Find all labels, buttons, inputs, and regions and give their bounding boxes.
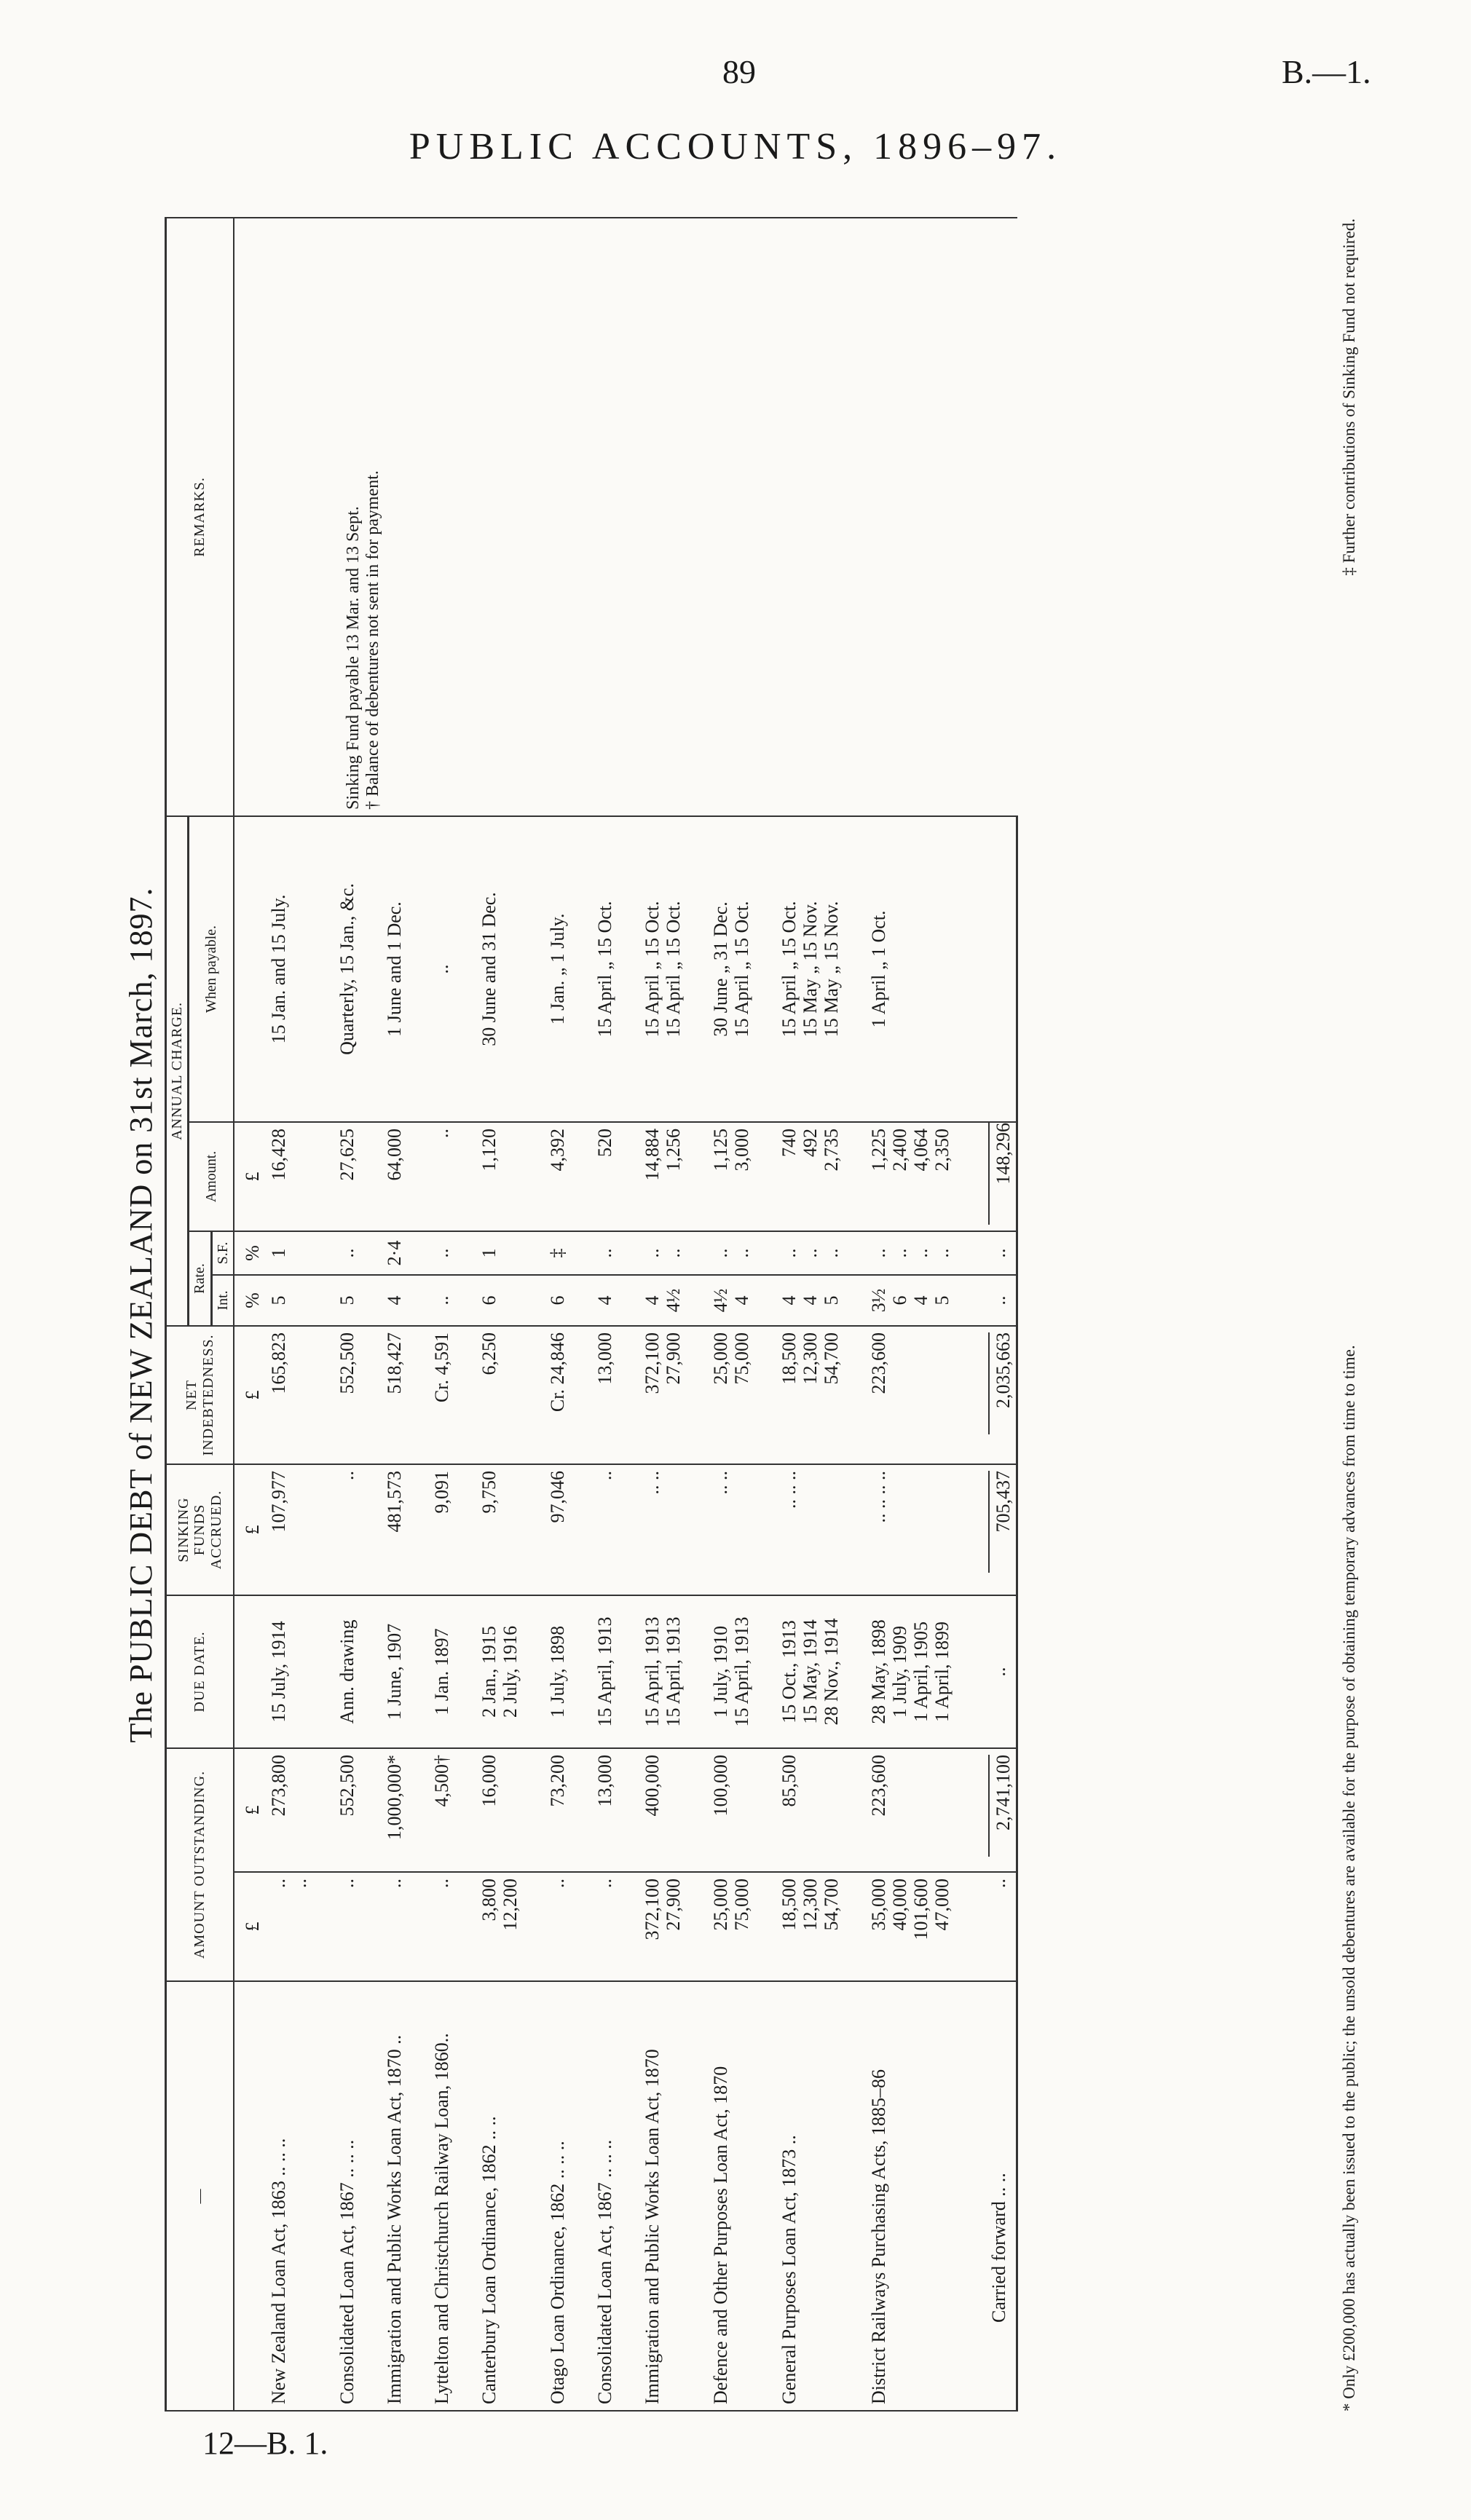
unit-sf: % (234, 1231, 266, 1275)
rate-sf (382, 1231, 429, 1275)
row-name: Defence and Other Purposes Loan Act, 1870 (708, 1981, 776, 2411)
due-dates (382, 1595, 429, 1748)
rate-sf (866, 1231, 977, 1275)
rate-sf-line: ‡ (547, 1248, 569, 1258)
sub-amounts-line: 25,000 (710, 1879, 732, 1931)
sub-amounts (334, 1872, 382, 1981)
amount-outstanding: 73,200 (545, 1748, 592, 1872)
due-dates (592, 1595, 639, 1748)
annual-amount-line: 27,625 (336, 1128, 358, 1181)
rate-sf-line: .. (710, 1248, 732, 1258)
annual-amount-line: 4,064 (910, 1128, 932, 1172)
net-indebtedness-line: 54,700 (821, 1332, 843, 1385)
when-payable (776, 816, 866, 1122)
rate-int (382, 1275, 429, 1326)
rate-sf-line: .. (431, 1248, 453, 1258)
cf-sinking-value: 705,437 (988, 1471, 1014, 1573)
col-header-remarks: REMARKS. (166, 218, 234, 816)
cf-amount-value: 148,296 (988, 1123, 1014, 1225)
row-name: Immigration and Public Works Loan Act, 1870 (639, 1981, 708, 2411)
sub-amounts-line: .. (268, 1879, 290, 1888)
row-name: Consolidated Loan Act, 1867 .. .. .. (592, 1981, 639, 2411)
sub-amounts-line: .. (289, 1879, 311, 1888)
rate-int (429, 1275, 476, 1326)
row-name: Canterbury Loan Ordinance, 1862 .. .. (476, 1981, 545, 2411)
unit-sinking: £ (234, 1464, 266, 1595)
rate-sf (545, 1231, 592, 1275)
net-indebtedness (776, 1326, 866, 1464)
sinking-funds: .. .. (639, 1464, 708, 1595)
table-body (234, 218, 1017, 2411)
units-row (234, 218, 266, 2411)
annual-amount (382, 1122, 429, 1231)
col-header-when-payable: When payable. (189, 816, 234, 1122)
sinking-funds: .. .. .. .. (866, 1464, 977, 1595)
remark-sinking-fund: Sinking Fund payable 13 Mar. and 13 Sept. (344, 506, 363, 810)
due-dates (708, 1595, 776, 1748)
rate-sf-line: .. (800, 1248, 821, 1258)
net-indebtedness: 552,500 (334, 1326, 382, 1464)
sub-amounts (382, 1872, 429, 1981)
when-payable (382, 816, 429, 1122)
footnotes (1340, 218, 1359, 2412)
net-indebtedness-line: 25,000 (710, 1332, 732, 1385)
when-payable-line: 15 May „ 15 Nov. (800, 901, 821, 1038)
rate-int-line: .. (431, 1295, 453, 1306)
row-name: General Purposes Loan Act, 1873 .. (776, 1981, 866, 2411)
rate-sf-line: 1 (268, 1248, 290, 1258)
amount-outstanding: 552,500 (334, 1748, 382, 1872)
annual-amount-line: 16,428 (268, 1128, 290, 1181)
net-indebtedness: 518,427 (382, 1326, 429, 1464)
due-dates-line: 15 April, 1913 (663, 1616, 685, 1727)
amount-outstanding: 223,600 (866, 1748, 977, 1872)
unit-amount: £ (234, 1122, 266, 1231)
cf-total (977, 1748, 1017, 1872)
rate-sf-line: .. (642, 1248, 663, 1258)
when-payable (545, 816, 592, 1122)
when-payable (334, 816, 382, 1122)
rate-sf-line: .. (931, 1248, 953, 1258)
sub-amounts-line: 40,000 (889, 1879, 911, 1931)
sinking-funds: 9,750 (476, 1464, 545, 1595)
remark-balance: † Balance of debentures not sent in for payment. (363, 470, 382, 810)
net-indebtedness-line: 75,000 (731, 1332, 753, 1385)
due-dates (334, 1595, 382, 1748)
annual-amount-line: 2,400 (889, 1128, 911, 1172)
when-payable-line: Quarterly, 15 Jan., &c. (336, 883, 358, 1055)
when-payable (639, 816, 708, 1122)
cf-sf: .. (977, 1231, 1017, 1275)
rate-int-line: 5 (268, 1295, 290, 1306)
rate-sf (639, 1231, 708, 1275)
col-header-name: — (166, 1981, 234, 2411)
rate-int (476, 1275, 545, 1326)
annual-amount-line: 2,350 (931, 1128, 953, 1172)
due-dates-line: 1 April, 1899 (931, 1622, 953, 1722)
amount-outstanding: 85,500 (776, 1748, 866, 1872)
sub-amounts-line: 35,000 (868, 1879, 890, 1931)
rate-int-line: 4 (731, 1295, 753, 1306)
sub-amounts-line: 3,800 (478, 1879, 500, 1921)
unit-total: £ (234, 1748, 266, 1872)
rate-sf-line: .. (594, 1248, 616, 1258)
sinking-funds: .. (334, 1464, 382, 1595)
amount-outstanding: 273,800 (266, 1748, 334, 1872)
sub-amounts-line: 47,000 (931, 1879, 953, 1931)
sub-amounts-line: 101,600 (910, 1879, 932, 1940)
rate-sf-line: .. (336, 1248, 358, 1258)
rate-sf (476, 1231, 545, 1275)
when-payable-line: 30 June „ 31 Dec. (710, 901, 732, 1037)
table-title: The PUBLIC DEBT of NEW ZEALAND on 31st March, 1897. (123, 887, 159, 1743)
rate-int-line: 4½ (663, 1288, 685, 1313)
cf-total-value: 2,741,100 (988, 1755, 1014, 1857)
annual-amount-line: 740 (778, 1128, 800, 1157)
when-payable-line: 1 April „ 1 Oct. (868, 910, 890, 1028)
rate-int (592, 1275, 639, 1326)
net-indebtedness-line: 12,300 (800, 1332, 821, 1385)
cf-int: .. (977, 1275, 1017, 1326)
net-indebtedness-line: 18,500 (778, 1332, 800, 1385)
sub-amounts-line: 18,500 (778, 1879, 800, 1931)
due-dates-line: 28 May, 1898 (868, 1619, 890, 1724)
annual-amount (639, 1122, 708, 1231)
unit-sub: £ (234, 1872, 266, 1981)
due-dates (429, 1595, 476, 1748)
rate-sf (776, 1231, 866, 1275)
running-title: PUBLIC ACCOUNTS, 1896–97. (409, 126, 1062, 167)
amount-outstanding: 13,000 (592, 1748, 639, 1872)
sub-amounts-line: 12,200 (500, 1879, 521, 1931)
due-dates-line: 1 April, 1905 (910, 1622, 932, 1722)
annual-amount-line: 2,735 (821, 1128, 843, 1172)
rate-int-line: 4 (778, 1295, 800, 1306)
public-debt-table (165, 217, 1018, 2412)
rate-int-line: 4 (800, 1295, 821, 1306)
sub-amounts (639, 1872, 708, 1981)
due-dates-line: 1 June, 1907 (384, 1623, 406, 1721)
when-payable (708, 816, 776, 1122)
due-dates-line: 1 July, 1898 (547, 1625, 569, 1718)
cf-when (977, 816, 1017, 1122)
when-payable-line: 15 April „ 15 Oct. (594, 901, 616, 1038)
remarks-column (234, 218, 1017, 816)
sinking-funds: 481,573 (382, 1464, 429, 1595)
when-payable (866, 816, 977, 1122)
net-indebtedness-line: 372,100 (642, 1332, 663, 1394)
annual-amount-line: 520 (594, 1128, 616, 1157)
sub-amounts-line: 27,900 (663, 1879, 685, 1931)
annual-amount-line: 1,125 (710, 1128, 732, 1172)
row-name: District Railways Purchasing Acts, 1885–86 (866, 1981, 977, 2411)
sub-amounts (708, 1872, 776, 1981)
annual-amount-line: 14,884 (642, 1128, 663, 1181)
net-indebtedness: 165,823 (266, 1326, 334, 1464)
rate-int-line: 5 (336, 1295, 358, 1306)
annual-amount (266, 1122, 334, 1231)
rate-sf (266, 1231, 334, 1275)
page-number: 89 (722, 53, 756, 90)
rate-sf-line: .. (889, 1248, 911, 1258)
unit-int: % (234, 1275, 266, 1326)
annual-amount-line: 1,256 (663, 1128, 685, 1172)
col-header-net-indebtedness: NET INDEBTEDNESS. (166, 1326, 234, 1464)
rate-int-line: 4 (910, 1295, 932, 1306)
sub-amounts (476, 1872, 545, 1981)
net-indebtedness (639, 1326, 708, 1464)
row-name: New Zealand Loan Act, 1863 .. .. .. (266, 1981, 334, 2411)
amount-outstanding: 400,000 (639, 1748, 708, 1872)
rate-int (866, 1275, 977, 1326)
due-dates-line: 15 April, 1913 (594, 1616, 616, 1727)
sub-amounts-line: .. (547, 1879, 569, 1888)
sinking-funds: .. (592, 1464, 639, 1595)
sub-amounts-line: 54,700 (821, 1879, 843, 1931)
when-payable-line: 15 Jan. and 15 July. (268, 894, 290, 1044)
col-header-amount: Amount. (189, 1122, 234, 1231)
due-dates-line: 1 July, 1910 (710, 1625, 732, 1718)
sub-amounts-line: 372,100 (642, 1879, 663, 1940)
cf-net (977, 1326, 1017, 1464)
cf-due: .. (977, 1595, 1017, 1748)
annual-amount (545, 1122, 592, 1231)
rate-int-line: 4 (642, 1295, 663, 1306)
sub-amounts (545, 1872, 592, 1981)
rate-int (266, 1275, 334, 1326)
sub-amounts-line: .. (594, 1879, 616, 1888)
rate-sf (592, 1231, 639, 1275)
when-payable-line: 30 June and 31 Dec. (478, 892, 500, 1046)
rate-int-line: 4 (594, 1295, 616, 1306)
annual-amount (866, 1122, 977, 1231)
cf-net-value: 2,035,663 (988, 1332, 1014, 1434)
due-dates-line: 15 May, 1914 (800, 1619, 821, 1724)
amount-outstanding: 100,000 (708, 1748, 776, 1872)
net-indebtedness (708, 1326, 776, 1464)
when-payable-line: 15 April „ 15 Oct. (663, 901, 685, 1038)
row-name: Immigration and Public Works Loan Act, 1870 .. (382, 1981, 429, 2411)
rate-int-line: 6 (478, 1295, 500, 1306)
when-payable-line: 1 June and 1 Dec. (384, 901, 406, 1037)
sub-amounts-line: 12,300 (800, 1879, 821, 1931)
when-payable-line: .. (431, 964, 453, 974)
annual-amount-line: 64,000 (384, 1128, 406, 1181)
annual-amount (708, 1122, 776, 1231)
rate-int (708, 1275, 776, 1326)
rate-int-line: 4½ (710, 1288, 732, 1313)
due-dates (776, 1595, 866, 1748)
when-payable-line: 15 May „ 15 Nov. (821, 901, 843, 1038)
rate-sf (429, 1231, 476, 1275)
sub-amounts-line: .. (384, 1879, 406, 1888)
due-dates-line: 28 Nov., 1914 (821, 1618, 843, 1726)
when-payable (429, 816, 476, 1122)
net-indebtedness: Cr. 4,591 (429, 1326, 476, 1464)
due-dates (545, 1595, 592, 1748)
net-indebtedness: 6,250 (476, 1326, 545, 1464)
amount-outstanding: 1,000,000* (382, 1748, 429, 1872)
rate-sf-line: 1 (478, 1248, 500, 1258)
unit-net: £ (234, 1326, 266, 1464)
sub-amounts-line: .. (336, 1879, 358, 1888)
rate-sf-line: .. (910, 1248, 932, 1258)
amount-outstanding: 4,500† (429, 1748, 476, 1872)
when-payable (266, 816, 334, 1122)
annual-amount-line: 1,120 (478, 1128, 500, 1172)
due-dates-line: 15 July, 1914 (268, 1621, 290, 1723)
annual-amount-line: 1,225 (868, 1128, 890, 1172)
rate-sf-line: .. (663, 1248, 685, 1258)
amount-outstanding: 16,000 (476, 1748, 545, 1872)
net-indebtedness: 13,000 (592, 1326, 639, 1464)
annual-amount (429, 1122, 476, 1231)
rate-sf-line: .. (778, 1248, 800, 1258)
due-dates-line: 2 Jan., 1915 (478, 1626, 500, 1718)
cf-sinking (977, 1464, 1017, 1595)
footnote-star: * Only £200,000 has actually been issued to the public; the unsold debentures are available for the purpose of obtaining temporary advances from time to time. (1340, 1345, 1358, 2412)
when-payable-line: 15 April „ 15 Oct. (778, 901, 800, 1038)
rate-int-line: 3½ (868, 1288, 890, 1313)
col-header-amount-outstanding: AMOUNT OUTSTANDING. (166, 1748, 234, 1981)
cf-amount (977, 1122, 1017, 1231)
cf-label: Carried forward .. .. (977, 1981, 1017, 2411)
document-code: B.—1. (1282, 53, 1371, 90)
sinking-funds: .. .. (708, 1464, 776, 1595)
when-payable (592, 816, 639, 1122)
row-name: Consolidated Loan Act, 1867 .. .. .. (334, 1981, 382, 2411)
when-payable-line: 15 April „ 15 Oct. (642, 901, 663, 1038)
row-name: Lyttelton and Christchurch Railway Loan, 1860.. (429, 1981, 476, 2411)
due-dates (639, 1595, 708, 1748)
col-header-rate-int: Int. (211, 1275, 234, 1326)
col-header-due-date: DUE DATE. (166, 1595, 234, 1748)
rate-int-line: 5 (931, 1295, 953, 1306)
sub-amounts (266, 1872, 334, 1981)
due-dates-line: Ann. drawing (336, 1619, 358, 1724)
rate-int (334, 1275, 382, 1326)
due-dates-line: 15 April, 1913 (642, 1616, 663, 1727)
rate-int-line: 5 (821, 1295, 843, 1306)
sinking-funds: 107,977 (266, 1464, 334, 1595)
rate-sf (334, 1231, 382, 1275)
due-dates-line: 1 Jan. 1897 (431, 1628, 453, 1715)
rate-int (639, 1275, 708, 1326)
annual-amount (776, 1122, 866, 1231)
due-dates-line: 15 Oct., 1913 (778, 1620, 800, 1723)
due-dates (476, 1595, 545, 1748)
annual-amount-line: .. (431, 1128, 453, 1138)
rate-int-line: 6 (547, 1295, 569, 1306)
rate-int-line: 6 (889, 1295, 911, 1306)
rate-sf-line: 2·4 (384, 1240, 406, 1266)
col-header-annual-charge: ANNUAL CHARGE. (166, 816, 189, 1326)
rotated-table-block (115, 218, 1375, 2412)
net-indebtedness: Cr. 24,846 (545, 1326, 592, 1464)
annual-amount-line: 4,392 (547, 1128, 569, 1172)
due-dates (266, 1595, 334, 1748)
rate-int (776, 1275, 866, 1326)
rate-sf-line: .. (731, 1248, 753, 1258)
net-indebtedness-line: 27,900 (663, 1332, 685, 1385)
sub-amounts (866, 1872, 977, 1981)
col-header-rate: Rate. (189, 1231, 211, 1326)
sub-amounts (429, 1872, 476, 1981)
rate-int (545, 1275, 592, 1326)
when-payable-line: 15 April „ 15 Oct. (731, 901, 753, 1038)
sinking-funds: 9,091 (429, 1464, 476, 1595)
sub-amounts-line: 75,000 (731, 1879, 753, 1931)
rate-sf-line: .. (821, 1248, 843, 1258)
cf-sub: .. (977, 1872, 1017, 1981)
net-indebtedness: 223,600 (866, 1326, 977, 1464)
rate-sf-line: .. (868, 1248, 890, 1258)
row-name: Otago Loan Ordinance, 1862 .. .. .. (545, 1981, 592, 2411)
sinking-funds: 97,046 (545, 1464, 592, 1595)
footer-signature: 12—B. 1. (202, 2425, 328, 2461)
sub-amounts (776, 1872, 866, 1981)
annual-amount (334, 1122, 382, 1231)
annual-amount (592, 1122, 639, 1231)
sub-amounts (592, 1872, 639, 1981)
annual-amount (476, 1122, 545, 1231)
due-dates-line: 15 April, 1913 (731, 1616, 753, 1727)
when-payable (476, 816, 545, 1122)
due-dates-line: 1 July, 1909 (889, 1625, 911, 1718)
sub-amounts-line: .. (431, 1879, 453, 1888)
annual-amount-line: 3,000 (731, 1128, 753, 1172)
when-payable-line: 1 Jan. „ 1 July. (547, 913, 569, 1025)
rate-int-line: 4 (384, 1295, 406, 1306)
due-dates (866, 1595, 977, 1748)
annual-amount-line: 492 (800, 1128, 821, 1157)
col-header-sinking-funds: SINKING FUNDS ACCRUED. (166, 1464, 234, 1595)
sinking-funds: .. .. .. (776, 1464, 866, 1595)
due-dates-line: 2 July, 1916 (500, 1625, 521, 1718)
footnote-double-dagger: ‡ Further contributions of Sinking Fund not required. (1340, 218, 1358, 576)
col-header-rate-sf: S.F. (211, 1231, 234, 1275)
rate-sf (708, 1231, 776, 1275)
